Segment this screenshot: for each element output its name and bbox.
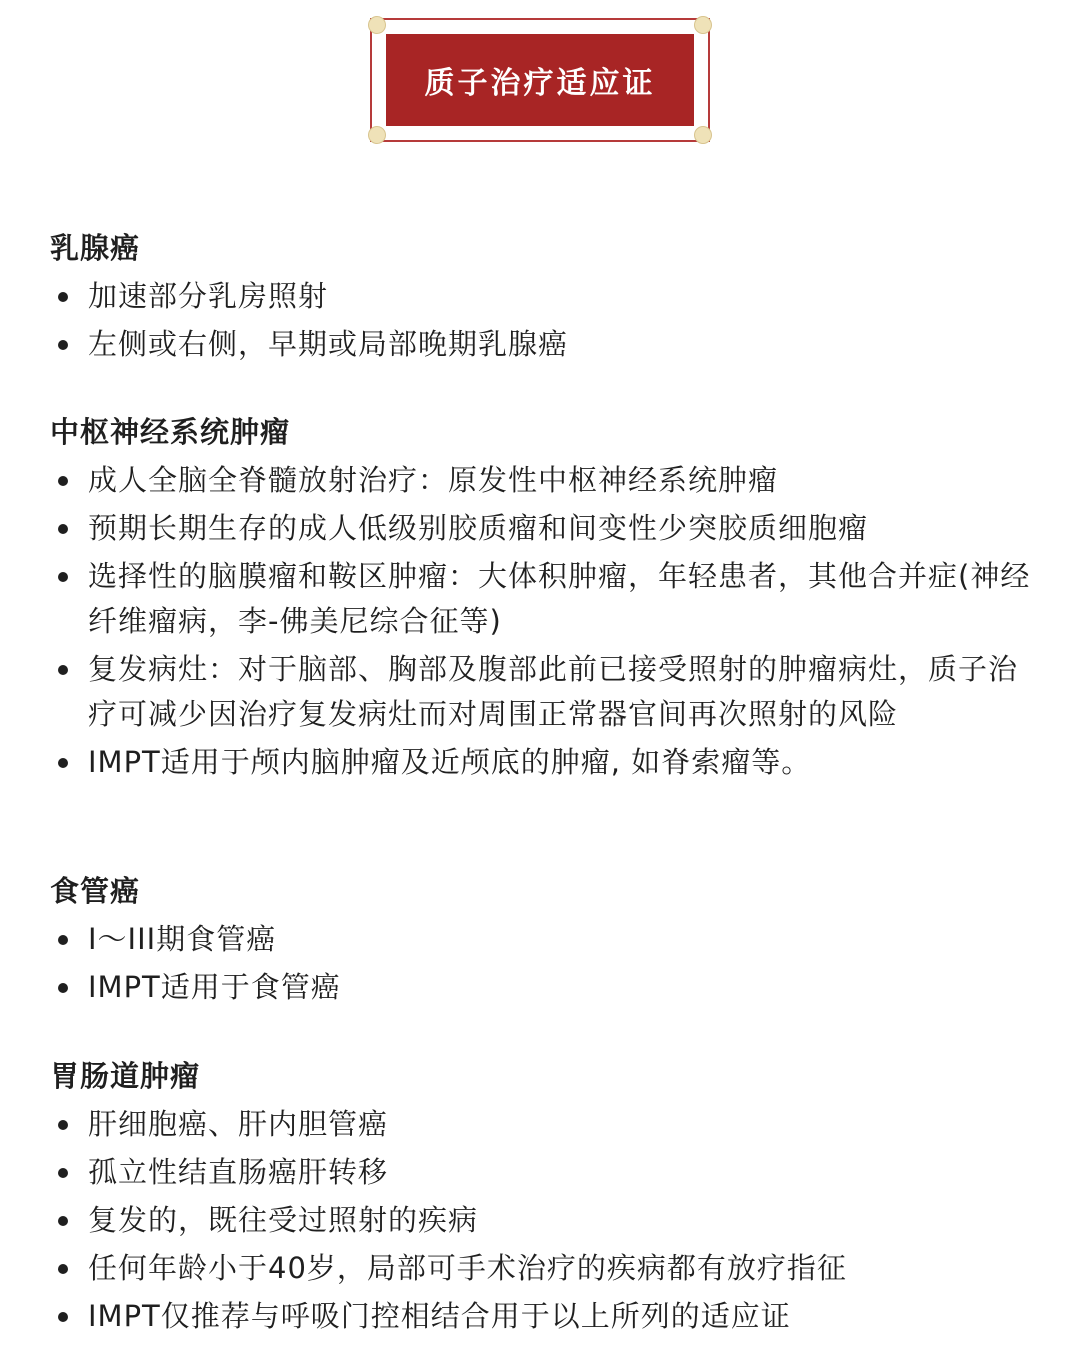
section-heading: 乳腺癌 xyxy=(50,231,141,265)
list-item: 任何年龄小于40岁，局部可手术治疗的疾病都有放疗指征 xyxy=(50,1246,1040,1291)
list-item: 预期长期生存的成人低级别胶质瘤和间变性少突胶质细胞瘤 xyxy=(50,506,1040,551)
list-item: 复发的，既往受过照射的疾病 xyxy=(50,1198,1040,1243)
corner-ornament-icon xyxy=(694,16,712,34)
indication-list xyxy=(50,274,1040,367)
section-esophageal-cancer xyxy=(50,873,1040,1013)
list-item: IMPT适用于食管癌 xyxy=(50,965,1040,1010)
corner-ornament-icon xyxy=(368,126,386,144)
list-item: 选择性的脑膜瘤和鞍区肿瘤：大体积肿瘤，年轻患者，其他合并症(神经纤维瘤病，李-佛美尼综合征等) xyxy=(50,554,1040,644)
title-banner xyxy=(370,18,710,142)
indication-list xyxy=(50,1102,1040,1339)
list-item: 成人全脑全脊髓放射治疗：原发性中枢神经系统肿瘤 xyxy=(50,458,1040,503)
list-item: 复发病灶：对于脑部、胸部及腹部此前已接受照射的肿瘤病灶，质子治疗可减少因治疗复发病灶而对周围正常器官间再次照射的风险 xyxy=(50,647,1040,737)
section-heading: 胃肠道肿瘤 xyxy=(50,1059,201,1093)
corner-ornament-icon xyxy=(368,16,386,34)
list-item: 加速部分乳房照射 xyxy=(50,274,1040,319)
title-banner-fill xyxy=(386,34,694,126)
indication-list xyxy=(50,458,1040,785)
section-cns-tumor xyxy=(50,414,1040,788)
section-breast-cancer xyxy=(50,230,1040,370)
section-heading: 食管癌 xyxy=(50,874,141,908)
list-item: IMPT适用于颅内脑肿瘤及近颅底的肿瘤, 如脊索瘤等。 xyxy=(50,740,1040,785)
list-item: 左侧或右侧，早期或局部晚期乳腺癌 xyxy=(50,322,1040,367)
list-item: IMPT仅推荐与呼吸门控相结合用于以上所列的适应证 xyxy=(50,1294,1040,1339)
section-gi-tumor xyxy=(50,1058,1040,1342)
list-item: 孤立性结直肠癌肝转移 xyxy=(50,1150,1040,1195)
list-item: 肝细胞癌、肝内胆管癌 xyxy=(50,1102,1040,1147)
section-heading: 中枢神经系统肿瘤 xyxy=(50,415,291,449)
corner-ornament-icon xyxy=(694,126,712,144)
page-title: 质子治疗适应证 xyxy=(424,66,656,101)
indication-list xyxy=(50,917,1040,1010)
list-item: I～III期食管癌 xyxy=(50,917,1040,962)
